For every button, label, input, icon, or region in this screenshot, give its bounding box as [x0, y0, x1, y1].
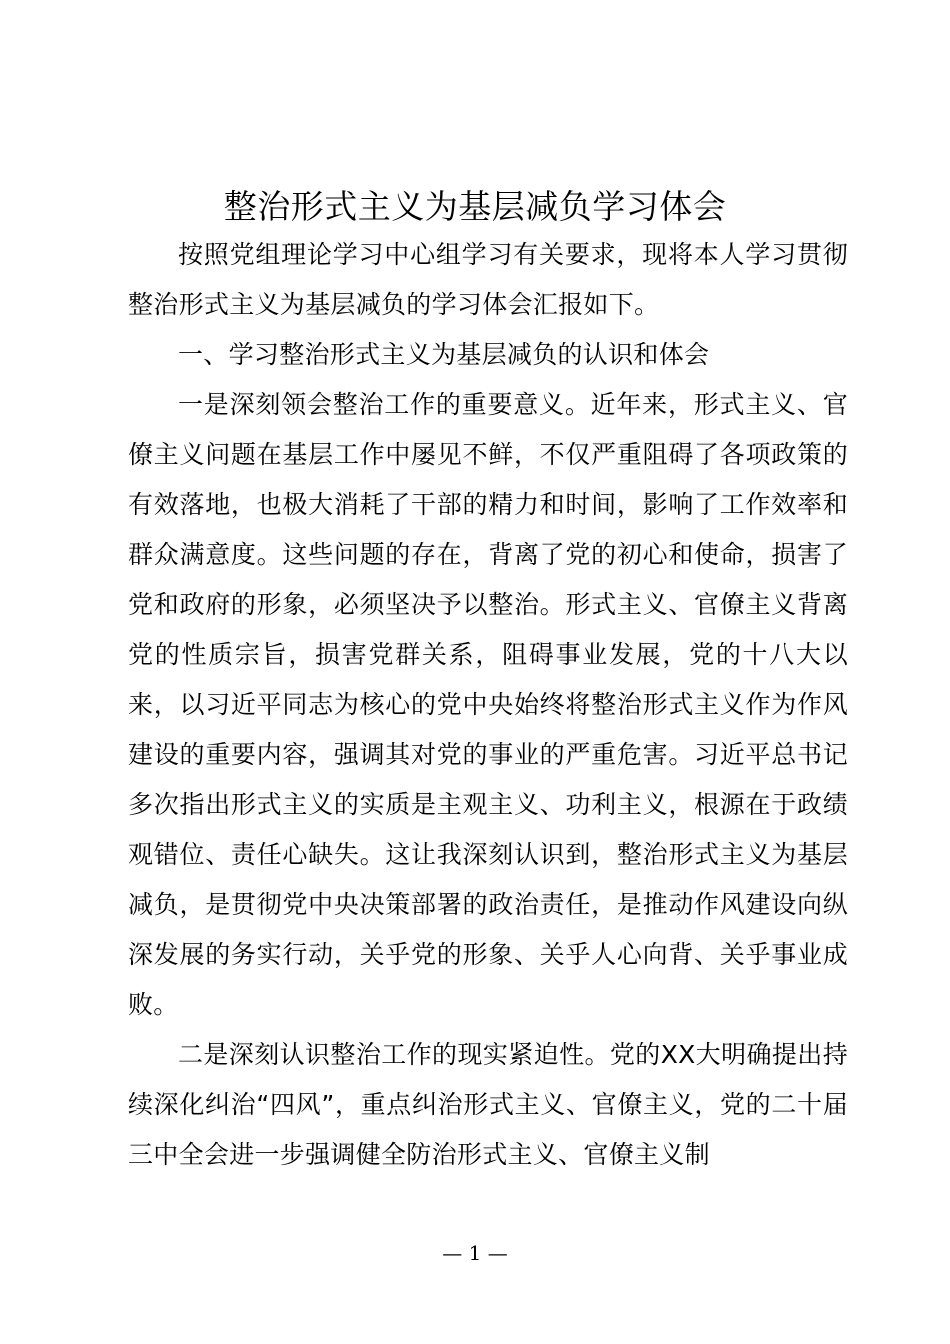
section-heading: 一、学习整治形式主义为基层减负的认识和体会 [178, 340, 710, 369]
document-title: 整治形式主义为基层减负学习体会 [223, 187, 727, 226]
body-paragraph-1: 一是深刻领会整治工作的重要意义。近年来，形式主义、官僚主义问题在基层工作中屡见不鲜，不仅严重阻碍了各项政策的有效落地，也极大消耗了干部的精力和时间，影响了工作效率和群众满意度。这些问题的存在，背离了党的初心和使命，损害了党和政府的形象，必须坚决予以整治。形式主义、官僚主义背离党的性质宗旨，损害党群关系，阻碍事业发展，党的十八大以来，以习近平同志为核心的党中央始终将整治形式主义作为作风建设的重要内容，强调其对党的事业的严重危害。习近平总书记多次指出形式主义的实质是主观主义、功利主义，根源在于政绩观错位、责任心缺失。这让我深刻认识到，整治形式主义为基层减负，是贯彻党中央决策部署的政治责任，是推动作风建设向纵深发展的务实行动，关乎党的形象、关乎人心向背、关乎事业成败。 [128, 390, 848, 1019]
body-paragraph-2: 二是深刻认识整治工作的现实紧迫性。党的XX大明确提出持续深化纠治“四风”，重点纠治形式主义、官僚主义，党的二十届三中全会进一步强调健全防治形式主义、官僚主义制 [128, 1040, 848, 1169]
page-number: — 1 — [442, 1241, 508, 1265]
document-body [128, 230, 848, 1180]
intro-paragraph: 按照党组理论学习中心组学习有关要求，现将本人学习贯彻整治形式主义为基层减负的学习体会汇报如下。 [128, 240, 848, 319]
